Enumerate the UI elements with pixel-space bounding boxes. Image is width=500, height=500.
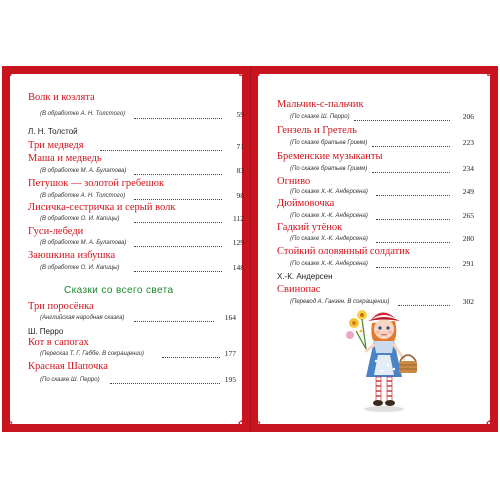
toc-note: (По сказке Х.-К. Андерсена)	[290, 261, 368, 267]
girl-illustration	[344, 301, 424, 413]
dot-leader	[134, 174, 222, 175]
dot-leader	[110, 383, 220, 384]
toc-note: (По сказке Х.-К. Андерсена)	[290, 236, 368, 242]
toc-note: (По сказке Х.-К. Андерсена)	[290, 213, 368, 219]
dot-leader	[134, 271, 222, 272]
toc-title[interactable]: Заюшкина избушка	[28, 250, 116, 261]
ornament-icon: ✿	[6, 69, 13, 78]
dot-leader	[134, 222, 222, 223]
toc-page-number: 59	[236, 110, 244, 119]
toc-title[interactable]: Волк и козлята	[28, 92, 95, 103]
toc-title[interactable]: Гензель и Гретель	[277, 125, 357, 136]
toc-note: (По сказке братьев Гримм)	[290, 140, 368, 146]
dot-leader	[376, 267, 450, 268]
dot-leader	[376, 219, 450, 220]
toc-note: (В обработке М. А. Булатова)	[40, 168, 127, 174]
toc-title[interactable]: Гуси-лебеди	[28, 226, 84, 237]
toc-page-number: 223	[462, 138, 474, 147]
toc-note: (По сказке Ш. Перро)	[40, 377, 100, 383]
toc-note: (Перевод А. Ганзен. В сокращении)	[290, 299, 390, 305]
ornament-icon: ✿	[238, 69, 245, 78]
toc-page-number: 164	[224, 313, 236, 322]
ornament-icon: ✿	[254, 69, 261, 78]
dot-leader	[376, 195, 450, 196]
toc-title[interactable]: Бременские музыканты	[277, 151, 383, 162]
toc-page-number: 234	[462, 164, 474, 173]
toc-author: Ш. Перро	[28, 327, 64, 336]
toc-title[interactable]: Три поросёнка	[28, 301, 94, 312]
toc-title[interactable]: Маша и медведь	[28, 153, 102, 164]
toc-note: (Пересказ Т. Г. Габбе. В сокращении)	[40, 351, 144, 357]
toc-title[interactable]: Дюймовочка	[277, 198, 335, 209]
toc-note: (В обработке О. И. Капицы)	[40, 265, 120, 271]
toc-page-number: 280	[462, 234, 474, 243]
toc-page-number: 71	[236, 142, 244, 151]
toc-author: Х.-К. Андерсен	[277, 272, 333, 281]
toc-title[interactable]: Стойкий оловянный солдатик	[277, 246, 410, 257]
book-spine	[250, 66, 251, 432]
toc-page-number: 112	[233, 214, 244, 223]
toc-title[interactable]: Гадкий утёнок	[277, 222, 343, 233]
dot-leader	[100, 150, 222, 151]
dot-leader	[372, 172, 450, 173]
toc-note: (В обработке О. И. Капицы)	[40, 216, 120, 222]
toc-page-number: 148	[232, 263, 244, 272]
toc-page-number: 195	[224, 375, 236, 384]
ornament-icon: ✿	[486, 69, 493, 78]
dot-leader	[134, 199, 222, 200]
dot-leader	[354, 120, 450, 121]
toc-page-number: 302	[462, 297, 474, 306]
toc-note: (По сказке Х.-К. Андерсена)	[290, 189, 368, 195]
toc-page-number: 291	[462, 259, 474, 268]
dot-leader	[372, 146, 450, 147]
toc-page-number: 249	[462, 187, 474, 196]
basket-icon	[399, 355, 417, 373]
toc-title[interactable]: Кот в сапогах	[28, 337, 89, 348]
toc-title[interactable]: Огниво	[277, 176, 311, 187]
toc-title[interactable]: Красная Шапочка	[28, 361, 108, 372]
toc-note: (В обработке А. Н. Толстого)	[40, 193, 126, 199]
dot-leader	[162, 357, 220, 358]
toc-page-number: 206	[462, 112, 474, 121]
ornament-icon: ✿	[238, 419, 245, 428]
toc-note: (В обработке М. А. Булатова)	[40, 240, 127, 246]
toc-title[interactable]: Свинопас	[277, 284, 321, 295]
toc-page-number: 83	[236, 166, 244, 175]
toc-title[interactable]: Мальчик-с-пальчик	[277, 99, 364, 110]
section-heading: Сказки со всего света	[64, 285, 174, 296]
ornament-icon: ✿	[486, 419, 493, 428]
toc-note: (В обработке А. Н. Толстого)	[40, 111, 126, 117]
toc-title[interactable]: Три медведя	[28, 140, 84, 151]
ornament-icon: ✿	[254, 419, 261, 428]
toc-author: Л. Н. Толстой	[28, 127, 78, 136]
flower-bouquet-icon	[346, 310, 367, 349]
toc-title[interactable]: Петушок — золотой гребешок	[28, 178, 165, 189]
dot-leader	[376, 242, 450, 243]
toc-page-number: 177	[224, 349, 236, 358]
dot-leader	[134, 246, 222, 247]
toc-title[interactable]: Лисичка-сестричка и серый волк	[28, 202, 176, 213]
toc-note: (По сказке Ш. Перро)	[290, 114, 350, 120]
dot-leader	[134, 118, 222, 119]
toc-note: (Английская народная сказка)	[40, 315, 125, 321]
dot-leader	[134, 321, 214, 322]
toc-page-number: 129	[232, 238, 244, 247]
toc-note: (По сказке братьев Гримм)	[290, 166, 368, 172]
ornament-icon: ✿	[6, 419, 13, 428]
toc-page-number: 98	[236, 191, 244, 200]
toc-page-number: 265	[462, 211, 474, 220]
